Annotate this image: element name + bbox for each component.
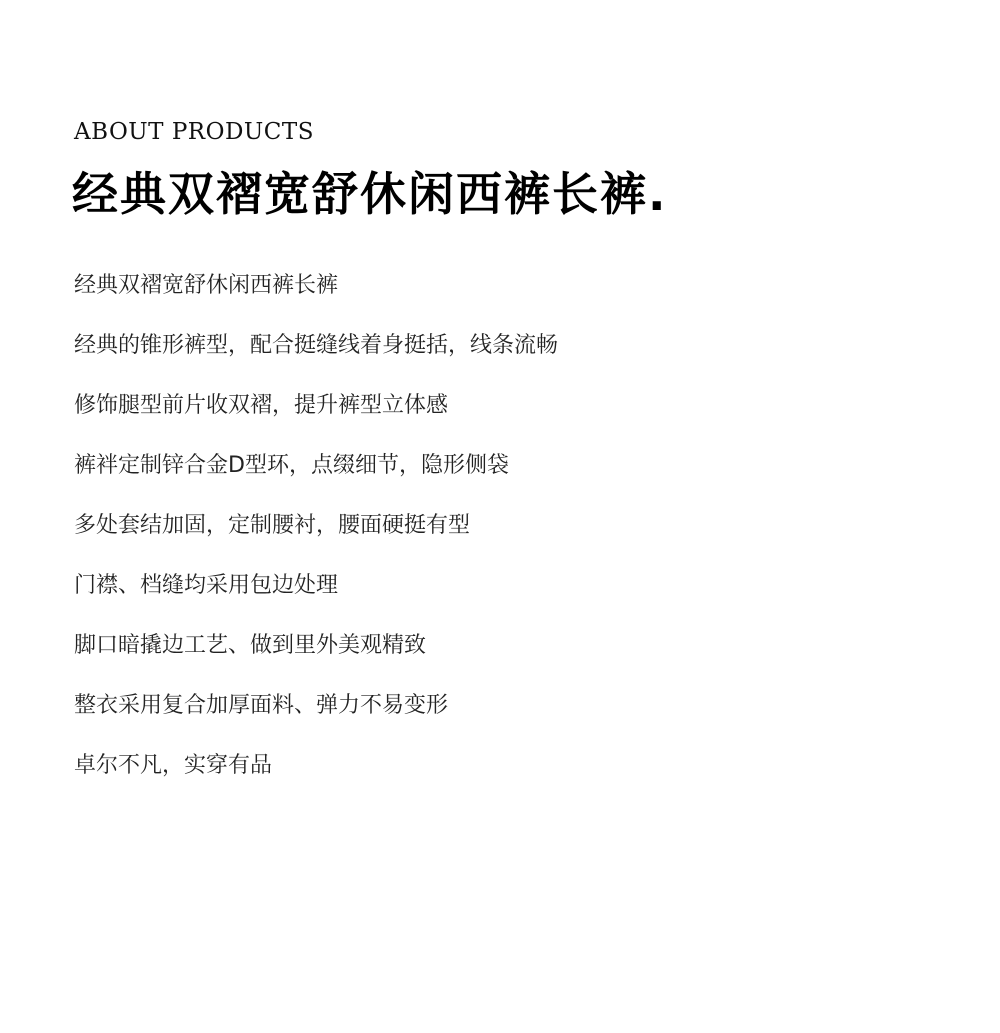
feature-item: 脚口暗撬边工艺、做到里外美观精致 — [74, 633, 427, 658]
feature-item: 经典双褶宽舒休闲西裤长裤 — [74, 273, 339, 298]
feature-item: 裤袢定制锌合金D型环，点缀细节，隐形侧袋 — [74, 453, 509, 478]
feature-item: 经典的锥形裤型，配合挺缝线着身挺括，线条流畅 — [74, 333, 559, 358]
feature-list — [74, 266, 558, 806]
section-eyebrow: ABOUT PRODUCTS — [74, 119, 314, 145]
feature-item: 门襟、档缝均采用包边处理 — [74, 573, 339, 598]
feature-item: 修饰腿型前片收双褶，提升裤型立体感 — [74, 393, 449, 418]
product-title: 经典双褶宽舒休闲西裤长裤. — [72, 167, 668, 221]
feature-item: 多处套结加固，定制腰衬，腰面硬挺有型 — [74, 513, 471, 538]
feature-item: 卓尔不凡，实穿有品 — [74, 753, 273, 778]
feature-item: 整衣采用复合加厚面料、弹力不易变形 — [74, 693, 449, 718]
